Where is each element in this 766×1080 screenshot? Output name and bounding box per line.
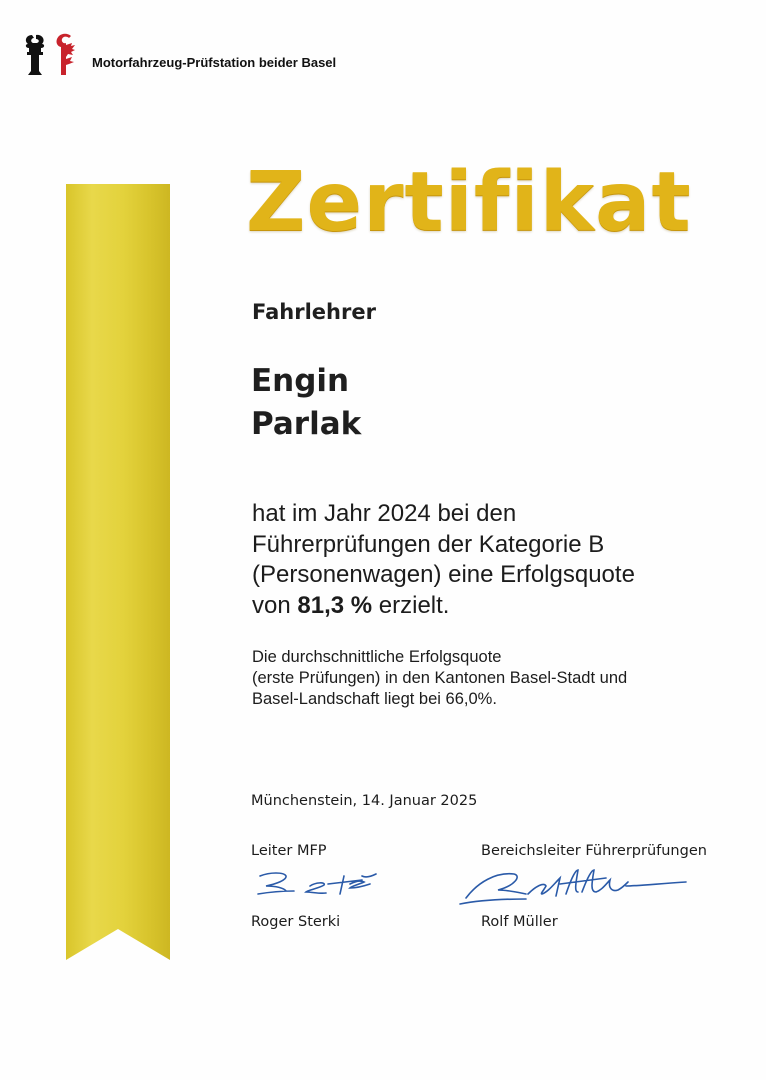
- statement-suffix: erzielt.: [378, 591, 450, 619]
- achievement-statement: [252, 499, 635, 621]
- organization-name: Motorfahrzeug-Prüfstation beider Basel: [92, 55, 337, 70]
- place-date: Münchenstein, 14. Januar 2025: [251, 793, 478, 809]
- average-line-2: (erste Prüfungen) in den Kantonen Basel-Stadt und: [252, 669, 628, 687]
- statement-prefix: von: [252, 591, 291, 619]
- signature-right: [456, 862, 692, 908]
- signer-right-name: Rolf Müller: [481, 914, 558, 930]
- statement-line-1: hat im Jahr 2024 bei den: [252, 500, 517, 527]
- statement-line-2: Führerprüfungen der Kategorie B: [252, 530, 605, 558]
- average-note: [252, 647, 627, 710]
- signature-left: [250, 864, 390, 904]
- average-line-3: Basel-Landschaft liegt bei 66,0%.: [252, 690, 497, 708]
- statement-line-4: [252, 591, 635, 622]
- success-rate: 81,3 %: [297, 591, 373, 619]
- statement-line-3: (Personenwagen) eine Erfolgsquote: [252, 561, 635, 588]
- basel-landschaft-crest-icon: [52, 31, 78, 77]
- header: [22, 30, 82, 78]
- average-line-1: Die durchschnittliche Erfolgsquote: [252, 648, 502, 666]
- first-name: Engin: [251, 363, 350, 399]
- certificate-title: Zertifikat: [246, 155, 692, 250]
- signer-left-name: Roger Sterki: [251, 914, 341, 930]
- basel-stadt-crest-icon: [22, 31, 48, 77]
- signer-right-title: Bereichsleiter Führerprüfungen: [481, 843, 707, 859]
- signer-left-title: Leiter MFP: [251, 843, 327, 859]
- gold-ribbon: [66, 184, 170, 960]
- last-name: Parlak: [251, 406, 362, 442]
- role-label: Fahrlehrer: [252, 300, 376, 324]
